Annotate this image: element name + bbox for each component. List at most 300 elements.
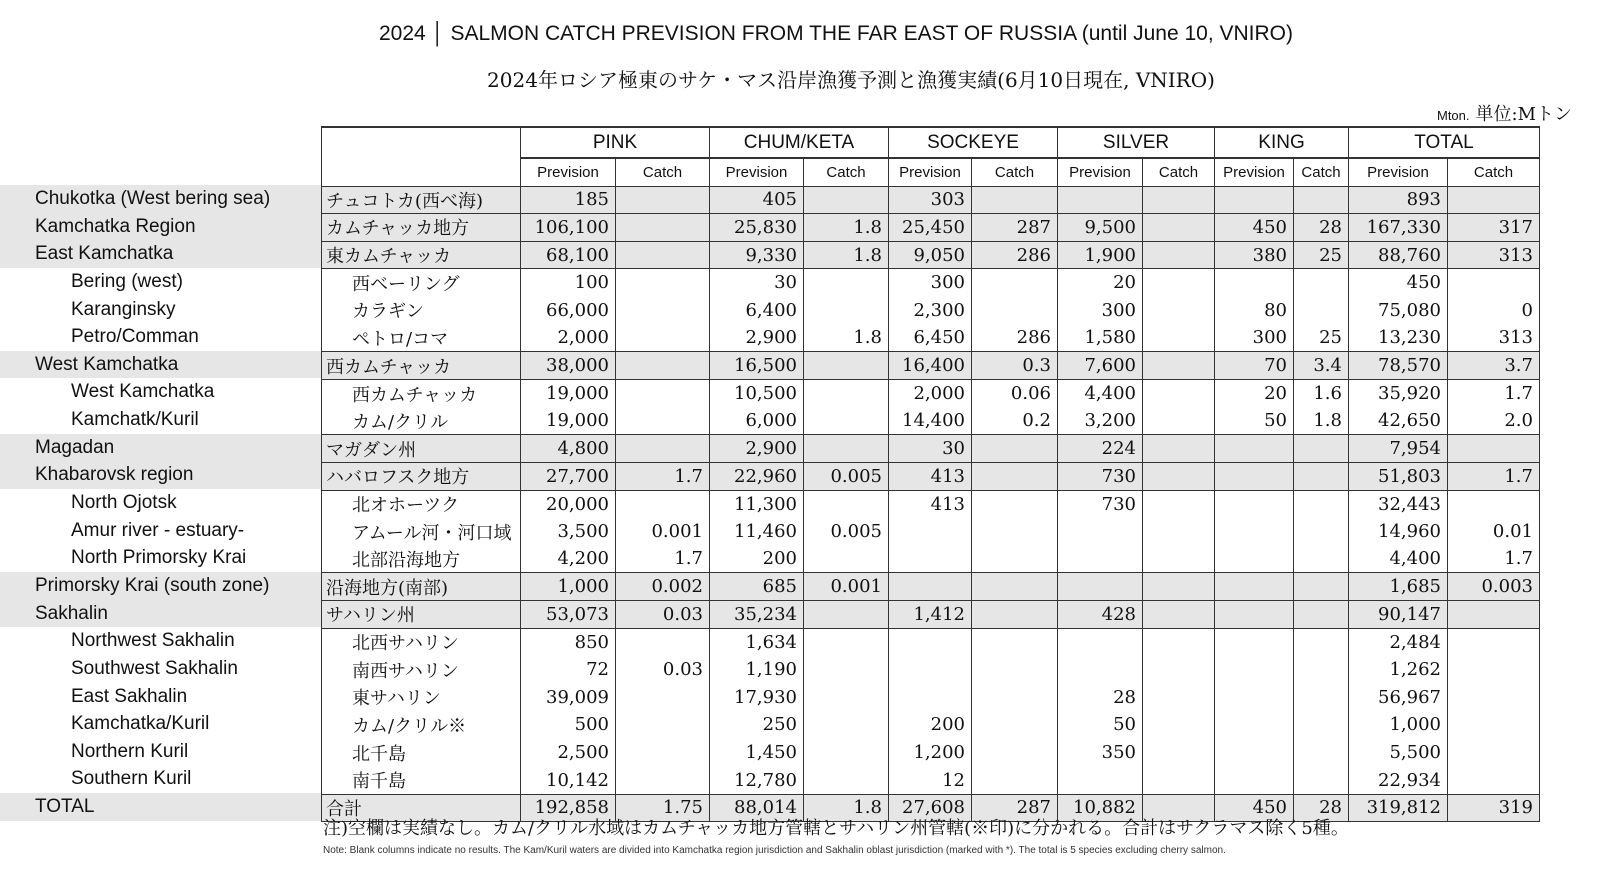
catch-cell (1143, 518, 1215, 546)
region-label-jp: 東カムチャッカ (322, 241, 521, 269)
prevision-cell: 78,570 (1349, 352, 1448, 380)
prevision-cell (1215, 628, 1294, 656)
region-label-en: Northern Kuril (71, 740, 189, 762)
prevision-cell: 413 (889, 490, 972, 518)
prevision-cell (1215, 462, 1294, 490)
catch-cell (804, 656, 889, 684)
catch-cell (1448, 269, 1540, 297)
prevision-cell: 16,400 (889, 352, 972, 380)
catch-cell (616, 297, 710, 325)
prevision-cell: 9,050 (889, 241, 972, 269)
prevision-cell: 7,954 (1349, 435, 1448, 463)
prevision-cell: 2,900 (710, 435, 804, 463)
catch-cell (1294, 518, 1349, 546)
prevision-cell (889, 518, 972, 546)
prevision-cell: 1,200 (889, 739, 972, 767)
species-header: SOCKEYE (889, 127, 1058, 158)
table-row (322, 711, 1540, 739)
species-header-row (322, 127, 1540, 158)
prevision-cell: 11,300 (710, 490, 804, 518)
catch-cell (804, 766, 889, 794)
catch-cell: 0.003 (1448, 573, 1540, 601)
catch-cell (972, 490, 1058, 518)
catch-cell (616, 766, 710, 794)
prevision-header: Prevision (710, 158, 804, 186)
prevision-cell (1058, 766, 1143, 794)
prevision-cell: 16,500 (710, 352, 804, 380)
catch-cell (1448, 601, 1540, 629)
prevision-cell: 200 (710, 545, 804, 573)
prevision-cell: 200 (889, 711, 972, 739)
prevision-cell: 450 (1215, 214, 1294, 242)
prevision-cell: 1,685 (1349, 573, 1448, 601)
catch-cell (616, 407, 710, 435)
catch-cell (1448, 628, 1540, 656)
table-row (322, 766, 1540, 794)
region-label-jp: 北千島 (322, 739, 521, 767)
prevision-cell: 1,262 (1349, 656, 1448, 684)
region-label-en: Karanginsky (71, 298, 176, 320)
prevision-cell: 1,000 (1349, 711, 1448, 739)
catch-cell (804, 684, 889, 712)
region-label-en: Amur river - estuary- (71, 519, 245, 541)
prevision-cell: 35,920 (1349, 379, 1448, 407)
prevision-cell: 5,500 (1349, 739, 1448, 767)
prevision-cell: 4,400 (1349, 545, 1448, 573)
catch-cell (804, 379, 889, 407)
table-body (322, 186, 1540, 822)
prevision-cell: 4,400 (1058, 379, 1143, 407)
prevision-cell: 413 (889, 462, 972, 490)
region-label-en: Petro/Comman (71, 326, 199, 348)
catch-cell (1143, 490, 1215, 518)
catch-cell (1143, 324, 1215, 352)
prevision-cell (1215, 739, 1294, 767)
catch-cell (616, 739, 710, 767)
catch-cell (616, 435, 710, 463)
prevision-cell: 100 (521, 269, 616, 297)
prevision-cell: 4,200 (521, 545, 616, 573)
table-row (322, 573, 1540, 601)
catch-header: Catch (1294, 158, 1349, 186)
prevision-cell: 6,450 (889, 324, 972, 352)
catch-cell (616, 684, 710, 712)
prevision-cell: 22,960 (710, 462, 804, 490)
catch-cell: 1.8 (1294, 407, 1349, 435)
region-label-jp: 東サハリン (322, 684, 521, 712)
region-label-jp: カム/クリル (322, 407, 521, 435)
prevision-cell: 2,000 (521, 324, 616, 352)
catch-cell (616, 490, 710, 518)
prevision-cell: 19,000 (521, 407, 616, 435)
table-row (322, 739, 1540, 767)
catch-cell: 0 (1448, 297, 1540, 325)
species-header: TOTAL (1349, 127, 1540, 158)
region-label-jp: ハバロフスク地方 (322, 462, 521, 490)
catch-cell (804, 628, 889, 656)
table-row (322, 545, 1540, 573)
catch-cell (1143, 628, 1215, 656)
catch-cell: 313 (1448, 324, 1540, 352)
catch-cell (804, 545, 889, 573)
region-label-jp: カムチャッカ地方 (322, 214, 521, 242)
region-label-en: East Kamchatka (0, 240, 321, 268)
prevision-cell (1215, 490, 1294, 518)
prevision-cell (889, 628, 972, 656)
table-row (322, 684, 1540, 712)
prevision-cell: 2,500 (521, 739, 616, 767)
prevision-cell: 730 (1058, 462, 1143, 490)
prevision-cell: 88,014 (710, 794, 804, 822)
catch-cell (1143, 711, 1215, 739)
prevision-cell: 75,080 (1349, 297, 1448, 325)
species-header: KING (1215, 127, 1349, 158)
region-label-en: East Sakhalin (71, 685, 188, 707)
prevision-cell: 14,960 (1349, 518, 1448, 546)
prevision-cell: 50 (1215, 407, 1294, 435)
catch-cell (1143, 684, 1215, 712)
prevision-cell (1215, 711, 1294, 739)
catch-cell (972, 739, 1058, 767)
prevision-header: Prevision (889, 158, 972, 186)
prevision-cell: 405 (710, 186, 804, 214)
prevision-cell: 850 (521, 628, 616, 656)
catch-cell: 28 (1294, 794, 1349, 822)
prevision-cell: 80 (1215, 297, 1294, 325)
header-blank (322, 127, 521, 186)
note-en: Note: Blank columns indicate no results. The Kam/Kuril waters are divided into Kamchatka region jurisdiction and Sakhalin oblast jurisdiction (marked with *). The total is 5 species excluding cherry salmon. (323, 845, 1226, 856)
prevision-cell: 3,200 (1058, 407, 1143, 435)
prevision-cell: 9,500 (1058, 214, 1143, 242)
catch-cell (1143, 601, 1215, 629)
catch-cell (972, 518, 1058, 546)
catch-cell: 0.06 (972, 379, 1058, 407)
region-label-jp: アムール河・河口域 (322, 518, 521, 546)
catch-table (321, 126, 1540, 822)
catch-cell: 1.7 (616, 462, 710, 490)
prevision-cell (1215, 269, 1294, 297)
species-header: PINK (521, 127, 710, 158)
catch-cell (1294, 573, 1349, 601)
prevision-cell: 250 (710, 711, 804, 739)
page-title: 2024 │ SALMON CATCH PREVISION FROM THE FAR EAST OF RUSSIA (until June 10, VNIRO) (378, 22, 1294, 45)
prevision-cell: 20 (1058, 269, 1143, 297)
table-row (322, 490, 1540, 518)
prevision-cell: 14,400 (889, 407, 972, 435)
prevision-cell (1215, 518, 1294, 546)
region-label-en: Kamchatka/Kuril (71, 713, 210, 735)
prevision-cell: 4,800 (521, 435, 616, 463)
catch-cell (1448, 435, 1540, 463)
catch-cell (1448, 656, 1540, 684)
catch-cell (1143, 214, 1215, 242)
prevision-cell: 319,812 (1349, 794, 1448, 822)
catch-cell (1294, 628, 1349, 656)
prevision-cell: 380 (1215, 241, 1294, 269)
catch-cell (1143, 573, 1215, 601)
catch-cell (1294, 462, 1349, 490)
prevision-cell: 300 (1215, 324, 1294, 352)
region-label-en: Khabarovsk region (0, 461, 321, 489)
catch-header: Catch (1448, 158, 1540, 186)
catch-cell: 313 (1448, 241, 1540, 269)
catch-cell (1294, 297, 1349, 325)
catch-cell (1294, 186, 1349, 214)
catch-cell (1448, 739, 1540, 767)
catch-header: Catch (616, 158, 710, 186)
prevision-cell: 30 (710, 269, 804, 297)
prevision-cell: 28 (1058, 684, 1143, 712)
catch-cell (972, 186, 1058, 214)
catch-cell (1294, 711, 1349, 739)
prevision-cell: 39,009 (521, 684, 616, 712)
catch-cell (804, 435, 889, 463)
species-header: CHUM/KETA (710, 127, 889, 158)
prevision-cell: 27,700 (521, 462, 616, 490)
prevision-cell: 7,600 (1058, 352, 1143, 380)
region-label-jp: 合計 (322, 794, 521, 822)
region-label-jp: チュコトカ(西べ海) (322, 186, 521, 214)
prevision-cell: 10,142 (521, 766, 616, 794)
prevision-cell: 224 (1058, 435, 1143, 463)
prevision-cell (889, 573, 972, 601)
catch-cell: 286 (972, 324, 1058, 352)
prevision-cell (1215, 186, 1294, 214)
catch-cell (616, 241, 710, 269)
prevision-cell: 6,000 (710, 407, 804, 435)
prevision-cell: 730 (1058, 490, 1143, 518)
catch-cell (972, 766, 1058, 794)
region-label-jp: 北オホーツク (322, 490, 521, 518)
prevision-cell: 685 (710, 573, 804, 601)
prevision-cell: 167,330 (1349, 214, 1448, 242)
prevision-header: Prevision (521, 158, 616, 186)
catch-cell (1143, 407, 1215, 435)
region-label-jp: 沿海地方(南部) (322, 573, 521, 601)
catch-cell: 0.005 (804, 518, 889, 546)
catch-cell (1448, 186, 1540, 214)
prevision-cell (1058, 518, 1143, 546)
catch-cell (1448, 490, 1540, 518)
catch-cell (1294, 656, 1349, 684)
prevision-cell: 72 (521, 656, 616, 684)
catch-cell: 0.03 (616, 601, 710, 629)
catch-cell (804, 297, 889, 325)
catch-cell: 3.7 (1448, 352, 1540, 380)
catch-cell (1294, 684, 1349, 712)
prevision-cell: 68,100 (521, 241, 616, 269)
region-label-en: Primorsky Krai (south zone) (0, 572, 321, 600)
catch-cell: 1.8 (804, 324, 889, 352)
catch-cell (972, 435, 1058, 463)
catch-cell (972, 573, 1058, 601)
table-row (322, 462, 1540, 490)
region-label-en: Kamchatk/Kuril (71, 409, 199, 431)
prevision-header: Prevision (1349, 158, 1448, 186)
prevision-cell (1058, 628, 1143, 656)
prevision-cell (1215, 684, 1294, 712)
catch-cell: 0.01 (1448, 518, 1540, 546)
catch-cell (1448, 684, 1540, 712)
prevision-cell: 2,300 (889, 297, 972, 325)
prevision-cell: 38,000 (521, 352, 616, 380)
prevision-cell: 1,900 (1058, 241, 1143, 269)
catch-cell (1143, 269, 1215, 297)
unit-en: Mton. (1436, 108, 1470, 123)
region-label-en: North Ojotsk (71, 492, 177, 514)
catch-cell: 0.001 (616, 518, 710, 546)
catch-cell: 0.005 (804, 462, 889, 490)
table-row (322, 214, 1540, 242)
prevision-cell: 192,858 (521, 794, 616, 822)
table-row (322, 269, 1540, 297)
prevision-cell: 35,234 (710, 601, 804, 629)
region-label-jp: ペトロ/コマ (322, 324, 521, 352)
catch-cell: 287 (972, 794, 1058, 822)
catch-cell (804, 490, 889, 518)
catch-cell (1143, 766, 1215, 794)
catch-cell (1143, 435, 1215, 463)
prevision-cell: 27,608 (889, 794, 972, 822)
prevision-header: Prevision (1058, 158, 1143, 186)
prevision-cell: 2,484 (1349, 628, 1448, 656)
catch-cell (804, 352, 889, 380)
prevision-cell: 32,443 (1349, 490, 1448, 518)
prevision-cell: 185 (521, 186, 616, 214)
prevision-cell: 10,882 (1058, 794, 1143, 822)
table-row (322, 379, 1540, 407)
region-labels-en (0, 185, 321, 821)
region-label-jp: 西カムチャッカ (322, 352, 521, 380)
prevision-cell: 1,634 (710, 628, 804, 656)
catch-cell: 25 (1294, 324, 1349, 352)
region-label-en: Kamchatka Region (0, 213, 321, 241)
prevision-cell: 350 (1058, 739, 1143, 767)
catch-cell (1448, 711, 1540, 739)
catch-cell (1294, 435, 1349, 463)
catch-cell: 287 (972, 214, 1058, 242)
prevision-cell: 25,830 (710, 214, 804, 242)
catch-cell: 0.001 (804, 573, 889, 601)
catch-cell (616, 711, 710, 739)
catch-cell (616, 186, 710, 214)
catch-cell: 1.7 (616, 545, 710, 573)
region-label-jp: カラギン (322, 297, 521, 325)
catch-cell: 1.8 (804, 241, 889, 269)
region-label-en: Southwest Sakhalin (71, 657, 238, 679)
prevision-cell: 9,330 (710, 241, 804, 269)
catch-cell (1143, 241, 1215, 269)
table-row (322, 656, 1540, 684)
catch-cell: 1.7 (1448, 379, 1540, 407)
prevision-cell: 17,930 (710, 684, 804, 712)
prevision-cell: 20 (1215, 379, 1294, 407)
catch-cell: 0.2 (972, 407, 1058, 435)
catch-cell (1448, 766, 1540, 794)
catch-cell (616, 269, 710, 297)
table-row (322, 324, 1540, 352)
catch-cell (972, 601, 1058, 629)
catch-cell: 2.0 (1448, 407, 1540, 435)
prevision-cell: 300 (889, 269, 972, 297)
prevision-cell (1215, 573, 1294, 601)
catch-cell (972, 684, 1058, 712)
prevision-cell (1215, 545, 1294, 573)
table-row (322, 407, 1540, 435)
catch-header: Catch (804, 158, 889, 186)
catch-cell (1294, 766, 1349, 794)
catch-cell: 0.002 (616, 573, 710, 601)
catch-cell: 1.7 (1448, 545, 1540, 573)
catch-cell (1143, 186, 1215, 214)
prevision-cell: 2,000 (889, 379, 972, 407)
catch-header: Catch (1143, 158, 1215, 186)
prevision-cell: 450 (1349, 269, 1448, 297)
prevision-cell: 13,230 (1349, 324, 1448, 352)
prevision-cell (1058, 656, 1143, 684)
prevision-cell (889, 545, 972, 573)
catch-cell (1143, 297, 1215, 325)
catch-cell: 0.3 (972, 352, 1058, 380)
region-label-en: North Primorsky Krai (71, 547, 247, 569)
catch-cell: 317 (1448, 214, 1540, 242)
catch-cell (972, 656, 1058, 684)
region-label-en: Bering (west) (71, 270, 183, 292)
region-label-en: Northwest Sakhalin (71, 630, 235, 652)
prevision-cell (889, 656, 972, 684)
region-label-en: West Kamchatka (71, 381, 215, 403)
catch-cell (804, 269, 889, 297)
catch-cell (804, 186, 889, 214)
catch-cell: 28 (1294, 214, 1349, 242)
species-header: SILVER (1058, 127, 1215, 158)
table-row (322, 601, 1540, 629)
page-subtitle-jp: 2024年ロシア極東のサケ・マス沿岸漁獲予測と漁獲実績(6月10日現在, VNIRO) (487, 68, 1215, 92)
catch-cell: 1.8 (804, 794, 889, 822)
prevision-cell: 1,000 (521, 573, 616, 601)
prevision-cell (1215, 766, 1294, 794)
catch-cell (1143, 739, 1215, 767)
prevision-cell: 10,500 (710, 379, 804, 407)
prevision-cell: 450 (1215, 794, 1294, 822)
region-label-jp: サハリン州 (322, 601, 521, 629)
prevision-cell (1215, 601, 1294, 629)
prevision-cell: 1,580 (1058, 324, 1143, 352)
note-jp: 注)空欄は実績なし。カム/クリル水域はカムチャッカ地方管轄とサハリン州管轄(※印)に分かれる。合計はサクラマス除く5種。 (323, 818, 1349, 839)
catch-cell: 286 (972, 241, 1058, 269)
table-row (322, 297, 1540, 325)
catch-cell (972, 269, 1058, 297)
catch-cell (972, 297, 1058, 325)
prevision-cell (1215, 656, 1294, 684)
region-label-jp: 西カムチャッカ (322, 379, 521, 407)
prevision-cell (1058, 573, 1143, 601)
prevision-cell: 11,460 (710, 518, 804, 546)
catch-cell: 3.4 (1294, 352, 1349, 380)
table-row (322, 352, 1540, 380)
region-label-en: Magadan (0, 434, 321, 462)
prevision-cell (1058, 545, 1143, 573)
catch-cell: 1.6 (1294, 379, 1349, 407)
table-row (322, 241, 1540, 269)
region-label-jp: マガダン州 (322, 435, 521, 463)
catch-cell (1294, 269, 1349, 297)
region-label-en: Chukotka (West bering sea) (0, 185, 321, 213)
prevision-cell: 303 (889, 186, 972, 214)
catch-cell: 0.03 (616, 656, 710, 684)
prevision-cell: 25,450 (889, 214, 972, 242)
prevision-cell (889, 684, 972, 712)
